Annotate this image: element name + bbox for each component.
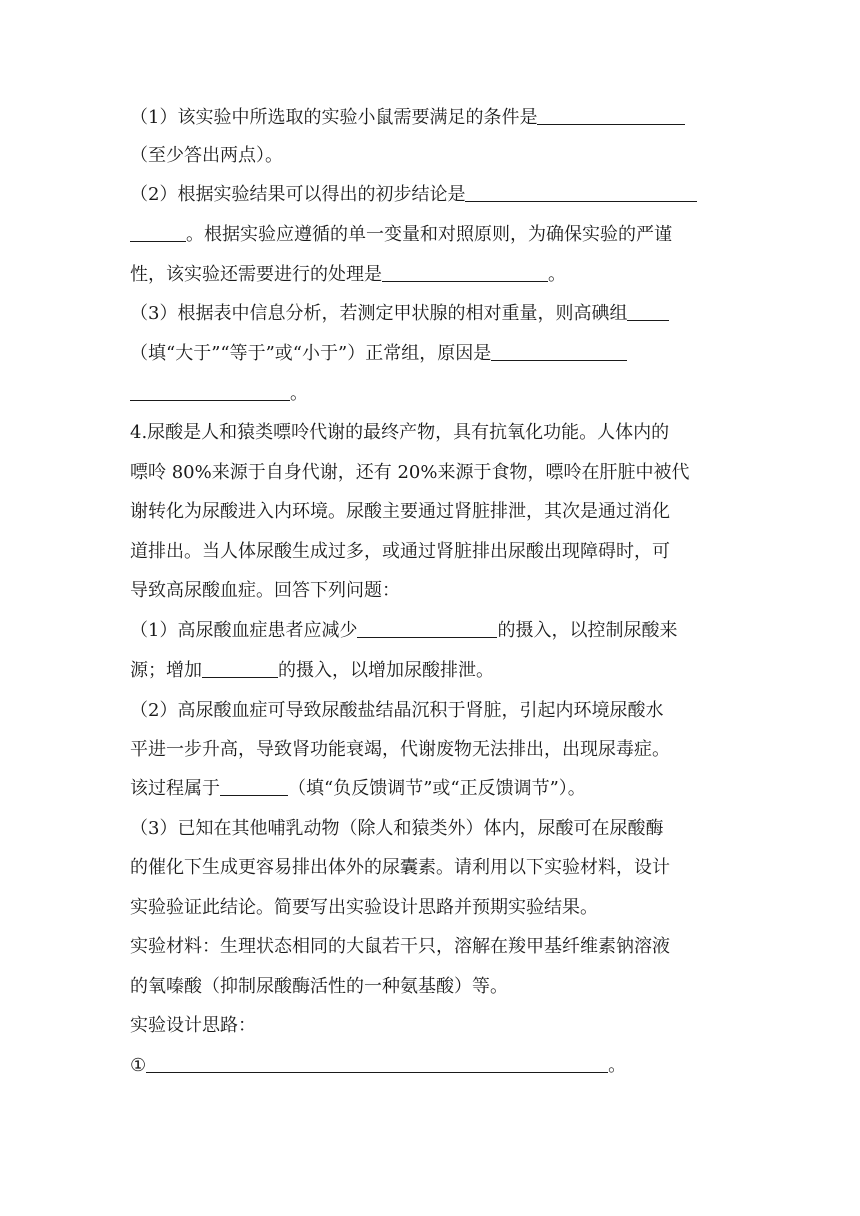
q4-part3-text: （3）已知在其他哺乳动物（除人和猿类外）体内，尿酸可在尿酸酶 — [130, 818, 664, 839]
answer-blank[interactable] — [537, 106, 685, 125]
q3-part2-text: 性，该实验还需要进行的处理是 — [130, 264, 382, 285]
q3-part3-line2 — [130, 342, 730, 366]
q4-part1-line2 — [130, 659, 730, 683]
q4-intro-line4 — [130, 540, 730, 564]
q4-part3-line2 — [130, 856, 730, 880]
q4-part2-text: （2）高尿酸血症可导致尿酸盐结晶沉积于肾脏，引起内环境尿酸水 — [130, 700, 664, 721]
q4-part1-text: （1）高尿酸血症患者应减少 — [130, 620, 358, 641]
answer-blank[interactable] — [202, 659, 278, 678]
answer-blank[interactable] — [491, 342, 627, 361]
q3-part1-line1 — [130, 106, 730, 130]
step-end: 。 — [608, 1055, 627, 1076]
q4-materials-line2 — [130, 975, 730, 999]
q4-part2-text: （填“负反馈调节”或“正反馈调节”）。 — [288, 778, 586, 799]
q3-part2-text: （2）根据实验结果可以得出的初步结论是 — [130, 184, 466, 205]
q4-intro-text: 4.尿酸是人和猿类嘌呤代谢的最终产物，具有抗氧化功能。人体内的 — [130, 422, 670, 443]
answer-blank[interactable] — [146, 1054, 608, 1073]
q4-design-label-text: 实验设计思路： — [130, 1015, 256, 1036]
q3-part1-text: （1）该实验中所选取的实验小鼠需要满足的条件是 — [130, 107, 538, 128]
q4-intro-line1 — [130, 421, 730, 445]
q3-part2-end: 。 — [548, 264, 566, 285]
answer-blank[interactable] — [130, 223, 186, 242]
q4-part3-text: 实验验证此结论。简要写出实验设计思路并预期实验结果。 — [130, 897, 598, 918]
q4-materials-text: 的氧嗪酸（抑制尿酸酶活性的一种氨基酸）等。 — [130, 976, 508, 997]
answer-blank[interactable] — [357, 619, 497, 638]
q4-part3-line3 — [130, 896, 730, 920]
q3-part1-line2 — [130, 144, 730, 168]
answer-blank[interactable] — [465, 183, 697, 202]
q4-intro-line5 — [130, 579, 730, 603]
q4-intro-text: 导致高尿酸血症。回答下列问题： — [130, 580, 400, 601]
q4-part2-text: 该过程属于 — [130, 778, 220, 799]
q4-part2-text: 平进一步升高，导致肾功能衰竭，代谢废物无法排出，出现尿毒症。 — [130, 739, 670, 760]
q4-part2-line2 — [130, 738, 730, 762]
q3-part2-line1 — [130, 183, 730, 207]
q4-intro-line3 — [130, 500, 730, 524]
q4-intro-text: 嘌呤 80%来源于自身代谢，还有 20%来源于食物，嘌呤在肝脏中被代 — [130, 462, 690, 483]
q4-part1-text: 的摄入，以控制尿酸来 — [497, 620, 678, 641]
q3-part3-text: （填“大于”“等于”或“小于”）正常组，原因是 — [130, 343, 492, 364]
q4-part2-line3 — [130, 777, 730, 801]
q4-part3-line1 — [130, 817, 730, 841]
q3-part1-note: （至少答出两点）。 — [130, 145, 283, 166]
q3-part2-line3 — [130, 263, 730, 287]
answer-blank[interactable] — [627, 302, 669, 321]
answer-blank[interactable] — [220, 777, 288, 796]
step-marker: ① — [130, 1055, 147, 1076]
q4-design-step1 — [130, 1054, 730, 1078]
q3-part3-line3 — [130, 382, 730, 406]
q3-part2-text: 。根据实验应遵循的单一变量和对照原则，为确保实验的严谨 — [186, 224, 672, 245]
q4-part2-line1 — [130, 699, 730, 723]
q4-materials-line1 — [130, 935, 730, 959]
q4-part3-text: 的催化下生成更容易排出体外的尿囊素。请利用以下实验材料，设计 — [130, 857, 670, 878]
q4-intro-text: 谢转化为尿酸进入内环境。尿酸主要通过肾脏排泄，其次是通过消化 — [130, 501, 670, 522]
q4-materials-text: 实验材料：生理状态相同的大鼠若干只，溶解在羧甲基纤维素钠溶液 — [130, 936, 670, 957]
q3-part3-end: 。 — [290, 383, 308, 404]
q4-intro-text: 道排出。当人体尿酸生成过多，或通过肾脏排出尿酸出现障碍时，可 — [130, 541, 670, 562]
q4-part1-text: 源；增加 — [130, 660, 202, 681]
q4-intro-line2 — [130, 461, 730, 485]
q3-part3-text: （3）根据表中信息分析，若测定甲状腺的相对重量，则高碘组 — [130, 303, 628, 324]
q4-part1-line1 — [130, 619, 730, 643]
q3-part3-line1 — [130, 302, 730, 326]
q4-design-label — [130, 1014, 730, 1038]
answer-blank[interactable] — [382, 263, 548, 282]
q3-part2-line2 — [130, 223, 730, 247]
answer-blank[interactable] — [130, 382, 290, 401]
q4-part1-text: 的摄入，以增加尿酸排泄。 — [278, 660, 494, 681]
